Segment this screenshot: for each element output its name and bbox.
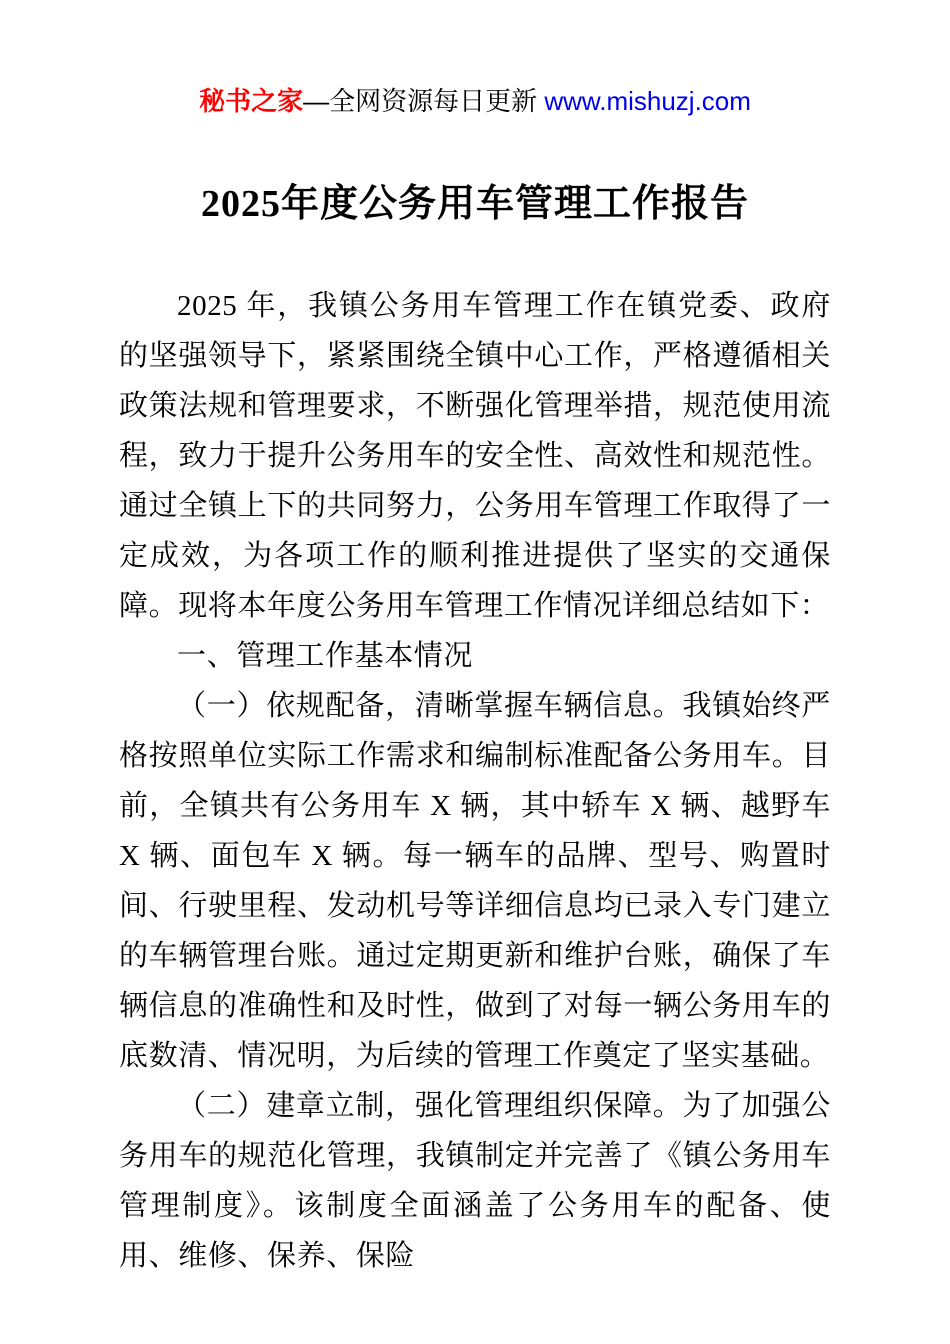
- section-heading-1: 一、管理工作基本情况: [177, 640, 474, 672]
- paragraph-intro: 2025 年，我镇公务用车管理工作在镇党委、政府的坚强领导下，紧紧围绕全镇中心工作，严格遵循相关政策法规和管理要求，不断强化管理举措，规范使用流程，致力于提升公务用车的安全性、高效性和规范性。通过全镇上下的共同努力，公务用车管理工作取得了一定成效，为各项工作的顺利推进提供了坚实的交通保障。现将本年度公务用车管理工作情况详细总结如下：: [119, 290, 831, 622]
- document-title: 2025年度公务用车管理工作报告: [200, 183, 749, 225]
- site-url-link[interactable]: www.mishuzj.com: [544, 86, 751, 116]
- site-tagline: —全网资源每日更新: [303, 86, 545, 116]
- document-body: [119, 281, 831, 1281]
- paragraph-section-1-2: （二）建章立制，强化管理组织保障。为了加强公务用车的规范化管理，我镇制定并完善了《镇公务用车管理制度》。该制度全面涵盖了公务用车的配备、使用、维修、保养、保险: [119, 1090, 831, 1272]
- site-header: [0, 86, 950, 116]
- paragraph-section-1-1: （一）依规配备，清晰掌握车辆信息。我镇始终严格按照单位实际工作需求和编制标准配备公务用车。目前，全镇共有公务用车 X 辆，其中轿车 X 辆、越野车 X 辆、面包车 X 辆。每一辆车的品牌、型号、购置时间、行驶里程、发动机号等详细信息均已录入专门建立的车辆管理台账。通过定期更新和维护台账，确保了车辆信息的准确性和及时性，做到了对每一辆公务用车的底数清、情况明，为后续的管理工作奠定了坚实基础。: [119, 690, 831, 1072]
- site-name: 秘书之家: [199, 86, 304, 116]
